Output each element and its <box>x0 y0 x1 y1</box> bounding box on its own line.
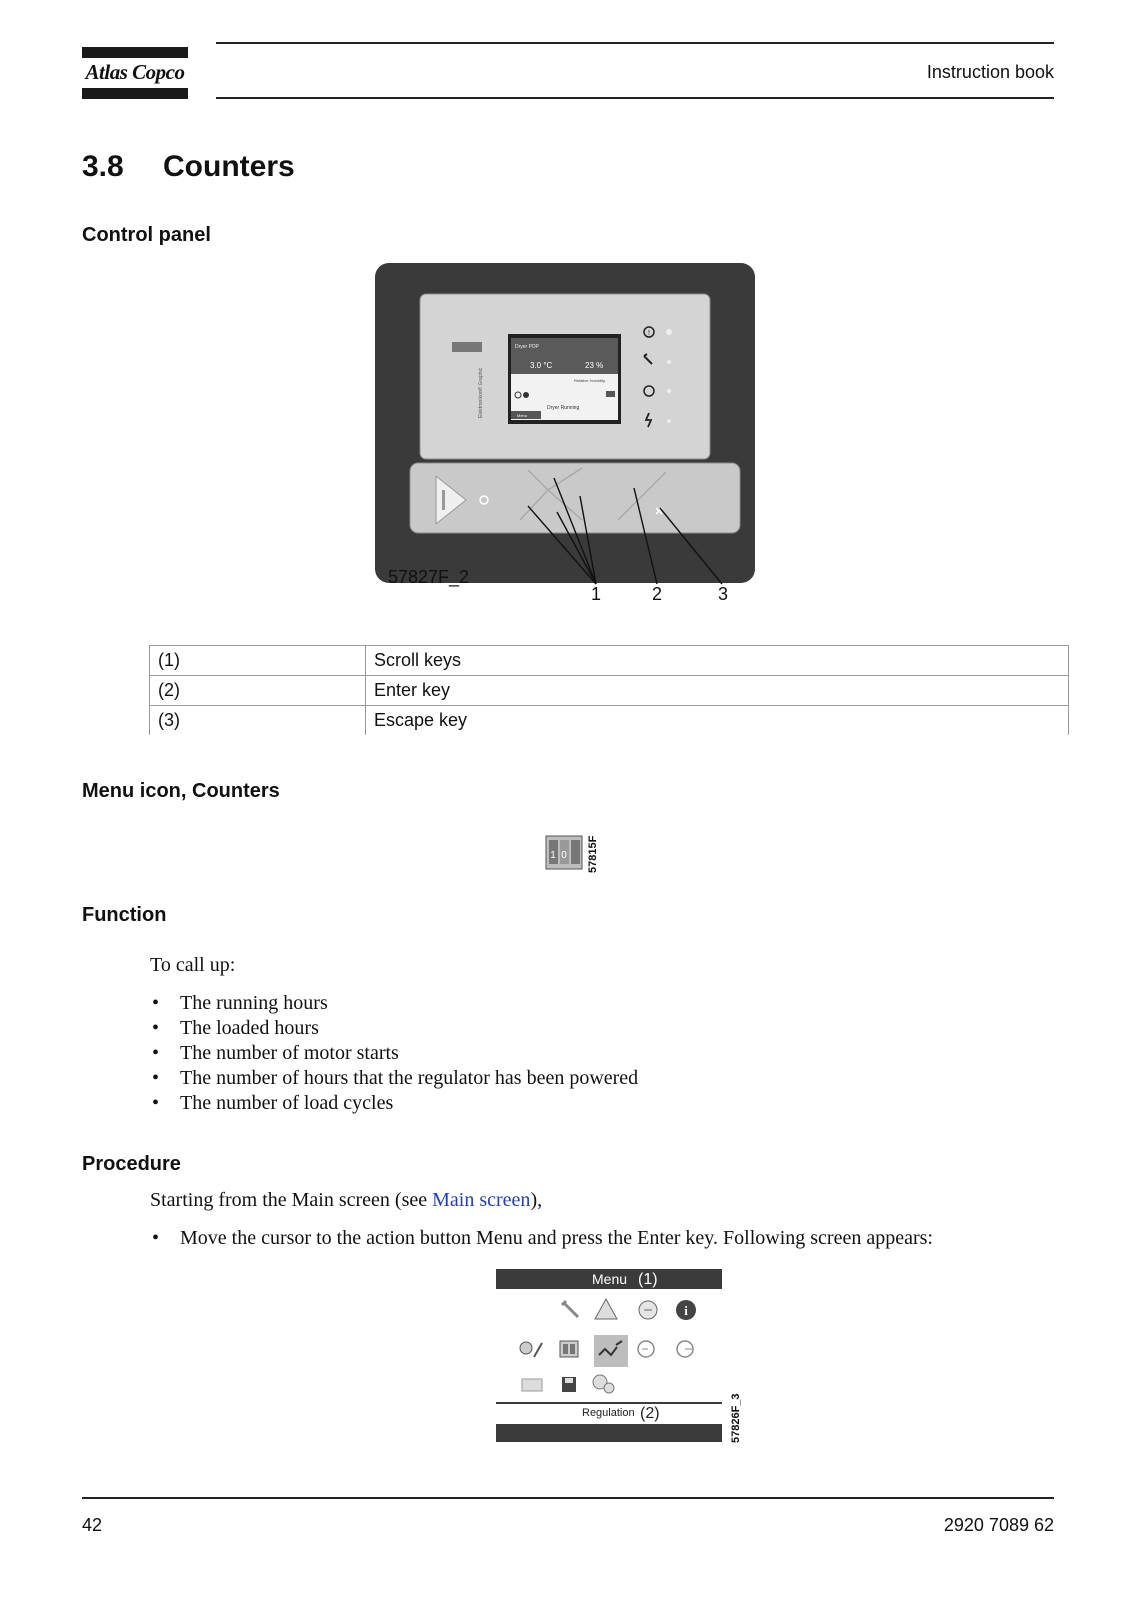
list-item: • Move the cursor to the action button Menu and press the Enter key. Following screen appears: <box>150 1226 933 1251</box>
display-title: Dryer PDP <box>515 344 539 350</box>
display-flag-icon <box>606 391 615 397</box>
table-row <box>150 646 1069 676</box>
display-status: Dryer Running <box>547 405 580 411</box>
figure-code: 57827F_2 <box>388 567 470 587</box>
keys-table <box>149 645 1069 735</box>
key-number: (1) <box>150 646 366 676</box>
menu-screen-figure <box>496 1269 746 1447</box>
counters-icon <box>544 828 604 878</box>
table-row <box>150 706 1069 736</box>
display-value-1: 3.0 °C <box>530 361 553 370</box>
display-element-icon <box>523 392 529 398</box>
panel-logo <box>452 342 482 352</box>
key-number: (2) <box>150 676 366 706</box>
function-list <box>150 991 638 1116</box>
page-number: 42 <box>82 1515 103 1535</box>
menu-title-callout: (1) <box>638 1271 658 1288</box>
procedure-heading: Procedure <box>82 1153 181 1175</box>
function-heading: Function <box>82 904 167 926</box>
list-item: • The number of motor starts <box>150 1041 638 1066</box>
section-title <box>82 150 295 184</box>
regulation-selected-highlight <box>594 1335 628 1367</box>
callout-1: 1 <box>590 584 602 604</box>
menu-title: Menu <box>592 1271 628 1287</box>
list-item: • The running hours <box>150 991 638 1016</box>
callout-3: 3 <box>717 584 729 604</box>
panel-side-label: Elektronikon® Graphic <box>478 367 484 418</box>
key-description: Escape key <box>366 706 1069 736</box>
svg-text:!: ! <box>648 330 650 337</box>
key-description: Enter key <box>366 676 1069 706</box>
selected-item-label: Regulation <box>582 1407 635 1419</box>
section-number: 3.8 <box>82 150 124 183</box>
logo-bottom-bar <box>82 88 188 99</box>
callout-2: 2 <box>651 584 663 604</box>
key-number: (3) <box>150 706 366 736</box>
footer-rule <box>82 1497 1054 1499</box>
menu-icon-heading: Menu icon, Counters <box>82 780 280 802</box>
function-intro: To call up: <box>150 954 236 976</box>
document-type: Instruction book <box>926 62 1054 82</box>
menu-icon-code: 57815F <box>587 835 599 873</box>
display-label: Relative Humidity <box>574 378 606 383</box>
display-menu-button: Menu <box>517 413 528 418</box>
control-panel-heading: Control panel <box>82 224 211 246</box>
section-heading: Counters <box>163 150 295 183</box>
procedure-intro: Starting from the Main screen (see Main screen), <box>150 1189 543 1211</box>
display-value-2: 23 % <box>585 361 604 370</box>
brand-logo: Atlas Copco <box>85 60 185 84</box>
list-item: • The number of hours that the regulator has been powered <box>150 1066 638 1091</box>
table-row <box>150 676 1069 706</box>
main-screen-link[interactable]: Main screen <box>432 1189 531 1211</box>
selected-item-callout: (2) <box>640 1405 660 1422</box>
counters-icon <box>560 1341 578 1357</box>
panel-display <box>508 334 621 424</box>
procedure-steps <box>150 1226 933 1251</box>
header-rule-top <box>216 42 1054 44</box>
converter-icon <box>522 1379 542 1391</box>
key-description: Scroll keys <box>366 646 1069 676</box>
svg-text:0: 0 <box>561 850 567 861</box>
control-panel-figure <box>370 258 770 618</box>
menu-screen-code: 57826F_3 <box>730 1393 742 1443</box>
logo-top-bar <box>82 47 188 58</box>
document-number: 2920 7089 62 <box>943 1515 1054 1535</box>
list-item: • The number of load cycles <box>150 1091 638 1116</box>
svg-text:1: 1 <box>550 850 556 861</box>
svg-text:i: i <box>684 1303 688 1318</box>
list-item: • The loaded hours <box>150 1016 638 1041</box>
header-rule-bottom <box>216 97 1054 99</box>
